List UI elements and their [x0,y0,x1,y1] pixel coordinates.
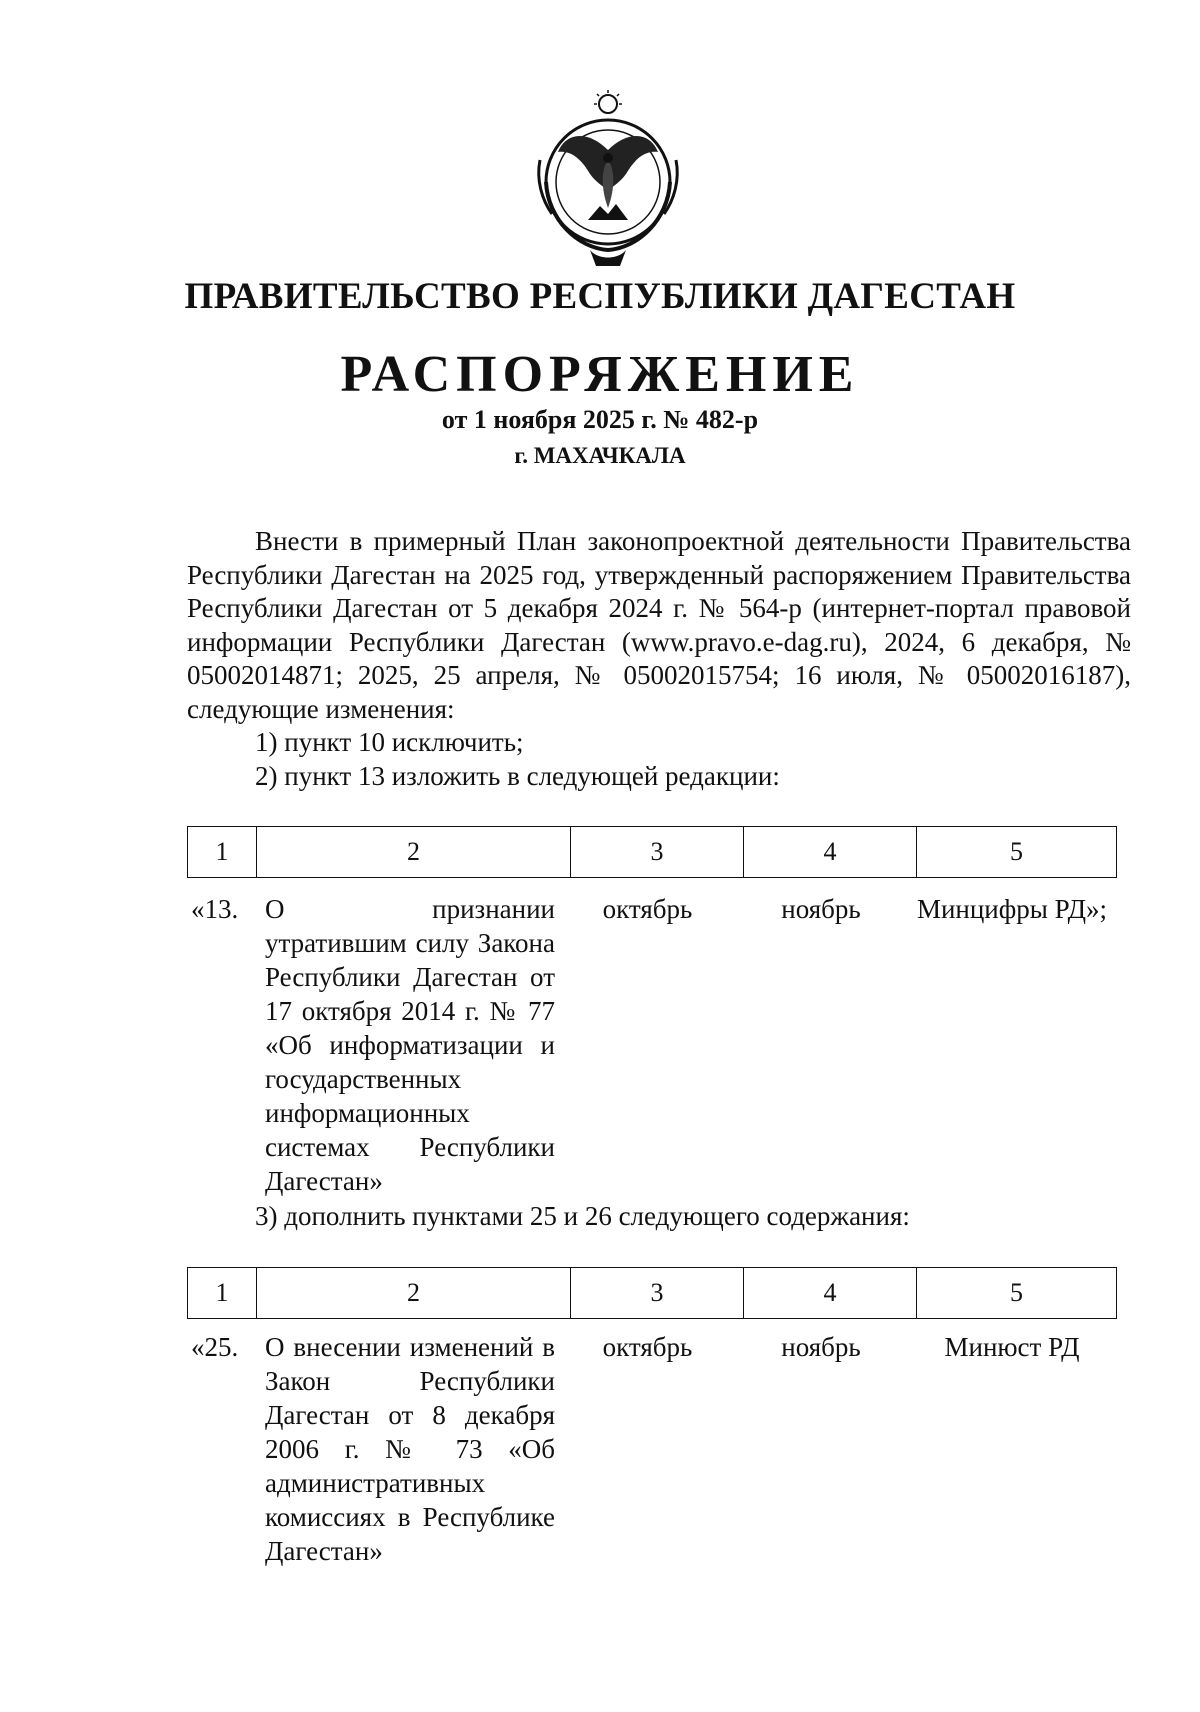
col-1-header: 1 [188,827,257,878]
responsible-body: Минцифры РД»; [916,894,1108,924]
col-4-header: 4 [744,1268,917,1319]
col-3-header: 3 [571,827,744,878]
row-number: «13. [191,894,239,924]
plan-table-header-1 [187,826,1117,878]
bill-title: О признании утратившим силу Закона Республики Дагестан от 17 октября 2014 г. № 77 «Об информатизации и государственных информационных системах Республики Дагестан» [265,894,555,1196]
document-date-number: от 1 ноября 2025 г. № 482-р [441,405,759,434]
col-1-header: 1 [188,1268,257,1319]
responsible-body: Минюст РД [944,1332,1080,1362]
row-number: «25. [191,1332,239,1362]
intro-paragraph: Внести в примерный План законопроектной деятельности Правительства Республики Дагестан на 2025 год, утвержденный распоряжением Правительства Республики Дагестан от 5 декабря 2024 г. № 564-р (интернет-портал правовой информации Республики Дагестан (www.pravo.e-dag.ru), 2024, 6 декабря, № 05002014871; 2025, 25 апреля, № 05002015754; 16 июля, № 05002016187), следующие изменения: [187,526,1131,724]
document-city: г. МАХАЧКАЛА [514,443,686,468]
item-3: 3) дополнить пунктами 25 и 26 следующего содержания: [255,1201,910,1231]
adoption-month: ноябрь [781,1332,861,1362]
col-5-header: 5 [917,827,1117,878]
col-5-header: 5 [917,1268,1117,1319]
organization-title: ПРАВИТЕЛЬСТВО РЕСПУБЛИКИ ДАГЕСТАН [184,276,1016,317]
document-type: РАСПОРЯЖЕНИЕ [340,346,860,403]
col-4-header: 4 [744,827,917,878]
col-2-header: 2 [257,1268,571,1319]
item-1: 1) пункт 10 исключить; [255,727,524,757]
coat-of-arms-emblem [528,90,688,270]
col-3-header: 3 [571,1268,744,1319]
submission-month: октябрь [602,1332,693,1362]
submission-month: октябрь [602,894,693,924]
adoption-month: ноябрь [781,894,861,924]
col-2-header: 2 [257,827,571,878]
item-2: 2) пункт 13 изложить в следующей редакции: [255,761,780,791]
plan-table-header-2 [187,1267,1117,1319]
bill-title: О внесении изменений в Закон Республики Дагестан от 8 декабря 2006 г. № 73 «Об административных комиссиях в Республике Дагестан» [265,1332,555,1566]
